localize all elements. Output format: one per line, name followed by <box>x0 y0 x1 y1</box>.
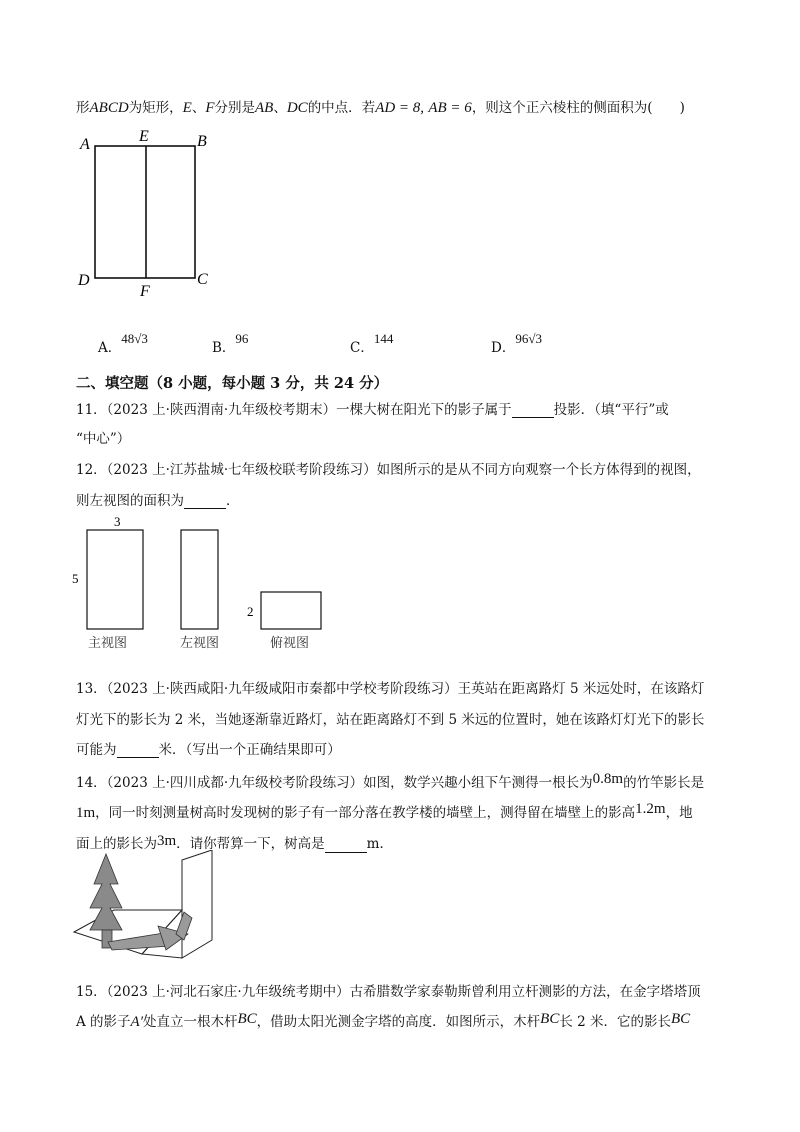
wall-face <box>182 850 212 958</box>
q12-line1: 12．（2023 上·江苏盐城·七年级校联考阶段练习）如图所示的是从不同方向观察一个长方体得到的视图， <box>76 462 701 478</box>
label-f: F <box>140 283 150 300</box>
label-d: D <box>78 272 90 289</box>
q10-stem: 形ABCD为矩形，E、F分别是AB、DC的中点．若AD = 8, AB = 6，则这个正六棱柱的侧面积为( ) <box>76 100 685 116</box>
q14-line1: 14．（2023 上·四川成都·九年级校考阶段练习）如图，数学兴趣小组下午测得一根长为0.8m的竹竿影长是 <box>76 771 705 791</box>
label-c: C <box>197 271 208 288</box>
q13-line3: 可能为 米．（写出一个正确结果即可） <box>76 742 341 758</box>
label-width-3: 3 <box>114 514 121 529</box>
q12-line2: 则左视图的面积为 ． <box>76 493 240 509</box>
q12-answer-blank[interactable] <box>184 494 226 509</box>
q10-option-a[interactable]: A．48√3 <box>98 331 148 356</box>
q14-tree-shadow-figure <box>70 850 220 962</box>
rect-abcd <box>95 146 195 278</box>
top-view-rect <box>261 592 321 629</box>
q11-answer-blank[interactable] <box>512 403 554 418</box>
left-view-rect <box>181 530 218 629</box>
wall-shadow <box>176 912 192 940</box>
q14-line3: 面上的影长为3m．请你帮算一下，树高是 m． <box>76 833 393 852</box>
q10-rectangle-figure <box>70 122 220 300</box>
q10-option-d[interactable]: D．96√3 <box>491 331 542 356</box>
q10-option-b[interactable]: B．96 <box>212 331 249 356</box>
q15-line2: A 的影子A′处直立一根木杆BC，借助太阳光测金字塔的高度．如图所示，木杆BC长 2 米．它的影长BC <box>76 1011 691 1030</box>
label-b: B <box>197 133 207 150</box>
q15-line1: 15．（2023 上·河北石家庄·九年级统考期中）古希腊数学家泰勒斯曾利用立杆测影的方法，在金字塔塔顶 <box>76 984 701 1000</box>
front-view-rect <box>87 530 143 629</box>
label-height-5: 5 <box>72 571 79 586</box>
caption-top-view: 俯视图 <box>270 635 310 650</box>
q10-option-c[interactable]: C．144 <box>350 331 394 356</box>
section-heading: 二、填空题（8 小题，每小题 3 分，共 24 分） <box>76 375 389 392</box>
q13-answer-blank[interactable] <box>117 743 159 758</box>
caption-left-view: 左视图 <box>180 635 220 650</box>
q13-line2: 灯光下的影长为 2 米，当她逐渐靠近路灯，站在距离路灯不到 5 米远的位置时，她在该路灯灯光下的影长 <box>76 712 705 728</box>
label-e: E <box>139 128 149 145</box>
tree-icon <box>90 854 122 948</box>
q14-answer-blank[interactable] <box>325 838 367 853</box>
q12-three-views-figure <box>66 512 346 654</box>
q14-line2: 1m，同一时刻测量树高时发现树的影子有一部分落在教学楼的墙壁上，测得留在墙壁上的影高1.2m，地 <box>76 801 693 821</box>
label-depth-2: 2 <box>247 604 254 619</box>
q11-line2: “中心”） <box>76 431 131 447</box>
caption-front-view: 主视图 <box>88 635 128 650</box>
q13-line1: 13．（2023 上·陕西咸阳·九年级咸阳市秦都中学校考阶段练习）王英站在距离路灯 5 米远处时，在该路灯 <box>76 681 705 697</box>
q11-line1: 11．（2023 上·陕西渭南·九年级校考期末）一棵大树在阳光下的影子属于 投影．（填“平行”或 <box>76 402 669 418</box>
label-a: A <box>80 136 90 153</box>
